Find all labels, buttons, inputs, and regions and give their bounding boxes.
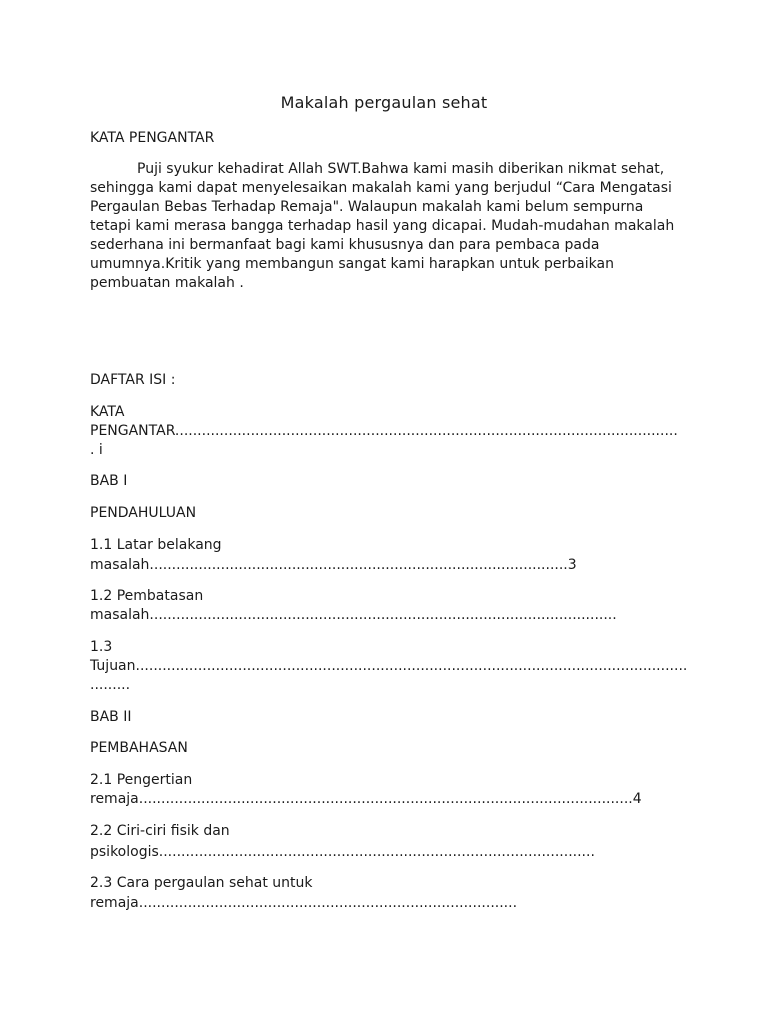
document-title: Makalah pergaulan sehat [280, 93, 488, 112]
toc-section-2-1-leader: remaja...............................................................................................................4 [90, 791, 642, 807]
toc-kata-pengantar-page: . i [90, 442, 103, 458]
toc-pembahasan: PEMBAHASAN [90, 740, 188, 756]
toc-section-1-1-leader: masalah..............................................................................................3 [90, 557, 577, 573]
toc-section-1-3-leader-cont: ......... [90, 677, 131, 693]
toc-section-1-3-leader: Tujuan............................................................................................................................ [90, 658, 688, 674]
kata-pengantar-paragraph [90, 160, 680, 293]
toc-section-2-2-title: 2.2 Ciri-ciri fisik dan [90, 823, 230, 839]
toc-section-1-2-leader: masalah......................................................................................................... [90, 607, 617, 623]
kata-pengantar-heading: KATA PENGANTAR [90, 130, 215, 146]
paragraph-line: umumnya.Kritik yang membangun sangat kami harapkan untuk perbaikan [90, 256, 614, 272]
toc-section-1-3-title: 1.3 [90, 639, 113, 655]
toc-bab-2: BAB II [90, 709, 132, 725]
paragraph-line: Puji syukur kehadirat Allah SWT.Bahwa kami masih diberikan nikmat sehat, [137, 161, 665, 177]
toc-kata-pengantar-line1: KATA [90, 404, 125, 420]
toc-section-1-2-title: 1.2 Pembatasan [90, 588, 204, 604]
toc-bab-1: BAB I [90, 473, 128, 489]
paragraph-line: sederhana ini bermanfaat bagi kami khususnya dan para pembaca pada [90, 237, 600, 253]
toc-section-2-2-leader: psikologis.................................................................................................. [90, 844, 595, 860]
paragraph-line: Pergaulan Bebas Terhadap Remaja". Walaupun makalah kami belum sempurna [90, 199, 644, 215]
paragraph-line: sehingga kami dapat menyelesaikan makalah kami yang berjudul “Cara Mengatasi [90, 180, 672, 196]
toc-section-2-3-title: 2.3 Cara pergaulan sehat untuk [90, 875, 313, 891]
paragraph-line: pembuatan makalah . [90, 275, 244, 291]
toc-section-2-3-leader: remaja..................................................................................... [90, 895, 518, 911]
toc-section-2-1-title: 2.1 Pengertian [90, 772, 193, 788]
daftar-isi-heading: DAFTAR ISI : [90, 372, 176, 388]
toc-pendahuluan: PENDAHULUAN [90, 505, 197, 521]
toc-section-1-1-title: 1.1 Latar belakang [90, 537, 222, 553]
toc-kata-pengantar-line2: PENGANTAR................................................................................................................. [90, 423, 678, 439]
paragraph-line: tetapi kami merasa bangga terhadap hasil yang dicapai. Mudah-mudahan makalah [90, 218, 675, 234]
